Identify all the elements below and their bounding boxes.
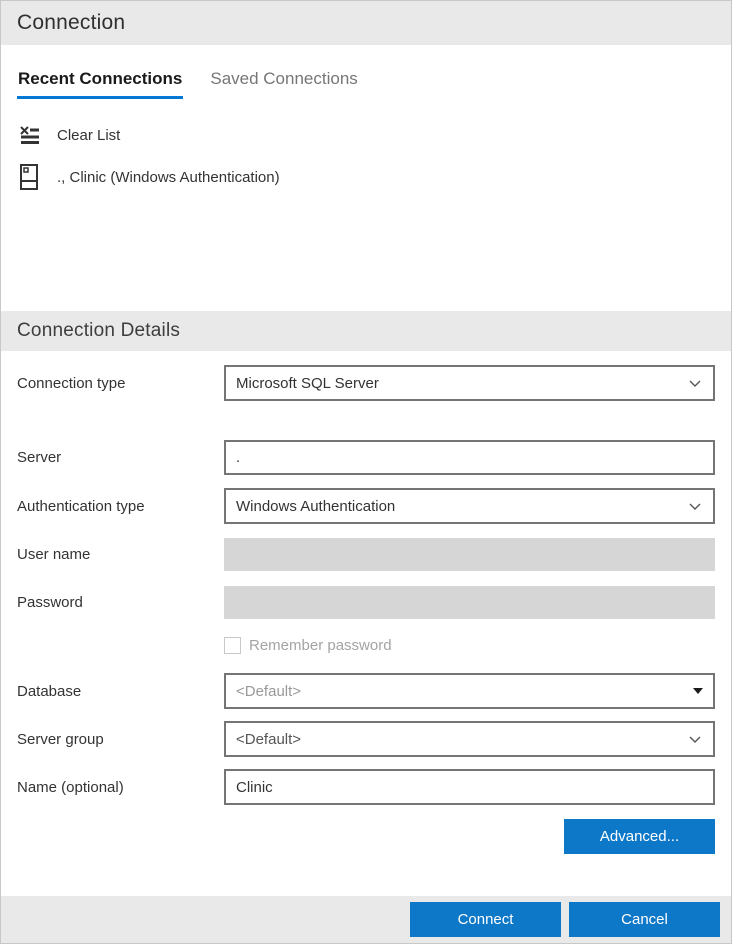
name-optional-label: Name (optional) [17,778,124,796]
cancel-button[interactable]: Cancel [569,902,720,937]
remember-password-label: Remember password [249,637,392,654]
user-name-input [224,538,715,571]
database-combobox[interactable] [224,673,715,709]
dropdown-arrow-icon [693,688,703,694]
connect-button[interactable]: Connect [410,902,561,937]
name-input[interactable] [224,769,715,805]
server-group-value: <Default> [236,730,302,748]
connection-type-value: Microsoft SQL Server [236,374,379,392]
database-label: Database [17,682,82,700]
chevron-down-icon [687,731,703,747]
tab-bar [17,69,715,99]
connection-details-form [1,365,731,854]
server-label: Server [17,449,62,466]
password-label: Password [17,594,83,611]
server-group-label: Server group [17,730,104,748]
database-value: <Default> [236,682,302,700]
dialog-footer [1,896,731,943]
clear-list-icon [17,124,41,147]
server-icon [17,163,41,191]
authentication-type-dropdown[interactable] [224,488,715,524]
recent-connection-item[interactable] [17,163,715,191]
connection-type-dropdown[interactable] [224,365,715,401]
recent-connections-list [17,121,715,205]
tab-saved-connections[interactable]: Saved Connections [210,69,358,88]
advanced-button[interactable]: Advanced... [564,819,715,854]
server-input[interactable] [224,440,715,475]
connection-type-label: Connection type [17,374,126,392]
dialog-title: Connection [1,1,731,45]
chevron-down-icon [687,375,703,391]
remember-password-checkbox [224,637,241,654]
recent-connection-label: ., Clinic (Windows Authentication) [57,168,280,186]
password-input [224,586,715,619]
connection-details-heading: Connection Details [1,311,731,351]
clear-list-button[interactable] [17,121,715,149]
authentication-type-label: Authentication type [17,497,145,515]
clear-list-label: Clear List [57,126,121,144]
authentication-type-value: Windows Authentication [236,497,396,515]
server-group-dropdown[interactable] [224,721,715,757]
tab-recent-connections[interactable]: Recent Connections [17,69,183,99]
user-name-label: User name [17,546,91,563]
chevron-down-icon [687,498,703,514]
